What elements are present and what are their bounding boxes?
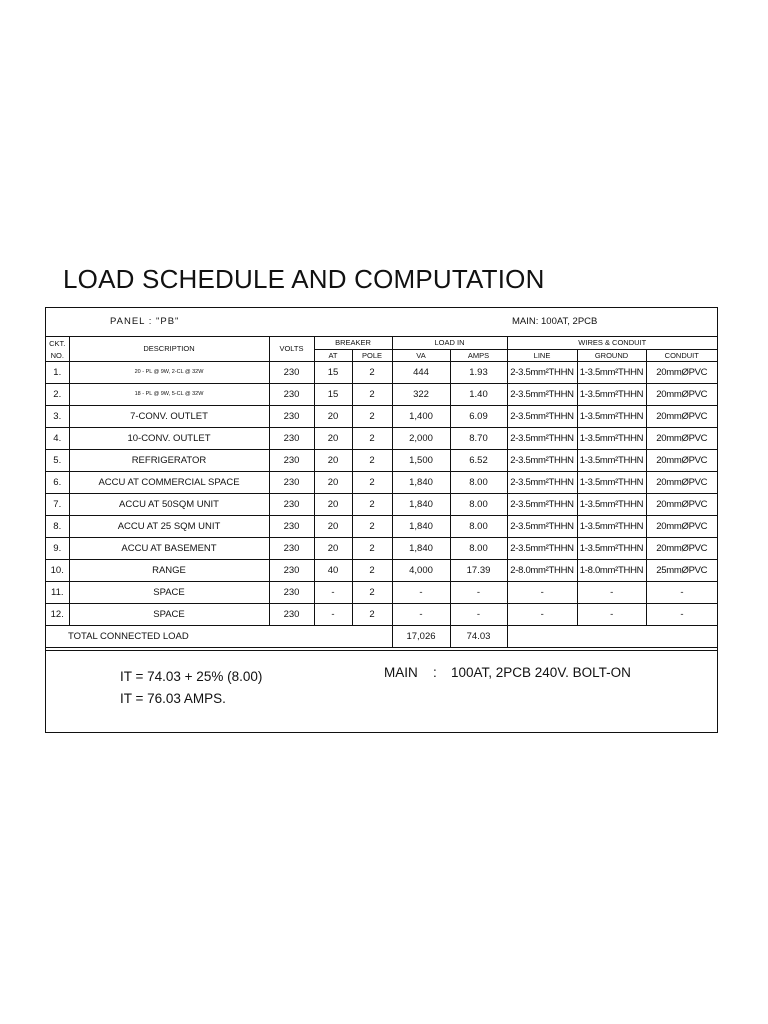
cell-ckt-no: 9. [46, 538, 69, 560]
cell-amps: 1.93 [450, 362, 507, 384]
cell-breaker-pole: 2 [352, 450, 392, 472]
cell-conduit: 20mmØPVC [646, 384, 717, 406]
cell-volts: 230 [269, 516, 314, 538]
cell-conduit: 20mmØPVC [646, 406, 717, 428]
header-conduit: CONDUIT [646, 350, 717, 362]
panel-name: PANEL : "PB" [46, 308, 507, 337]
cell-description: REFRIGERATOR [69, 450, 269, 472]
cell-ckt-no: 6. [46, 472, 69, 494]
computation-divider [46, 650, 717, 651]
cell-conduit: 20mmØPVC [646, 428, 717, 450]
header-va: VA [392, 350, 450, 362]
cell-breaker-pole: 2 [352, 428, 392, 450]
cell-line: 2-3.5mm²THHN [507, 494, 577, 516]
panel-header-row [46, 308, 717, 337]
cell-conduit: 20mmØPVC [646, 516, 717, 538]
table-row [46, 450, 717, 472]
cell-description: 7-CONV. OUTLET [69, 406, 269, 428]
cell-amps: 8.00 [450, 472, 507, 494]
main-rating: MAIN: 100AT, 2PCB [507, 308, 717, 337]
table-row [46, 604, 717, 626]
header-amps: AMPS [450, 350, 507, 362]
cell-va: 1,840 [392, 494, 450, 516]
header-ground: GROUND [577, 350, 646, 362]
cell-ground: - [577, 604, 646, 626]
cell-description: ACCU AT COMMERCIAL SPACE [69, 472, 269, 494]
cell-va: 1,840 [392, 538, 450, 560]
cell-ckt-no: 11. [46, 582, 69, 604]
total-row [46, 626, 717, 648]
header-load-in: LOAD IN [392, 337, 507, 350]
cell-line: 2-3.5mm²THHN [507, 516, 577, 538]
header-line: LINE [507, 350, 577, 362]
cell-volts: 230 [269, 384, 314, 406]
cell-breaker-pole: 2 [352, 538, 392, 560]
load-schedule-sheet [45, 307, 718, 733]
total-amps: 74.03 [450, 626, 507, 648]
cell-ground: 1-3.5mm²THHN [577, 384, 646, 406]
cell-amps: 6.09 [450, 406, 507, 428]
it-equation: IT = 74.03 + 25% (8.00) [120, 669, 263, 684]
cell-ckt-no: 8. [46, 516, 69, 538]
cell-va: 2,000 [392, 428, 450, 450]
cell-description: ACCU AT BASEMENT [69, 538, 269, 560]
cell-description: RANGE [69, 560, 269, 582]
cell-volts: 230 [269, 406, 314, 428]
header-no: NO. [46, 350, 69, 362]
cell-description: 18 - PL @ 9W, 5-CL @ 32W [69, 384, 269, 406]
cell-line: 2-3.5mm²THHN [507, 450, 577, 472]
header-at: AT [314, 350, 352, 362]
cell-va: 1,500 [392, 450, 450, 472]
cell-va: 444 [392, 362, 450, 384]
cell-amps: - [450, 604, 507, 626]
cell-description: ACCU AT 50SQM UNIT [69, 494, 269, 516]
cell-breaker-pole: 2 [352, 362, 392, 384]
cell-va: 4,000 [392, 560, 450, 582]
cell-breaker-at: 20 [314, 538, 352, 560]
cell-breaker-at: 15 [314, 362, 352, 384]
header-volts: VOLTS [269, 337, 314, 362]
cell-ground: 1-3.5mm²THHN [577, 516, 646, 538]
cell-volts: 230 [269, 538, 314, 560]
cell-ckt-no: 1. [46, 362, 69, 384]
table-row [46, 428, 717, 450]
header-description: DESCRIPTION [69, 337, 269, 362]
main-label: MAIN [384, 665, 418, 680]
table-row [46, 406, 717, 428]
cell-breaker-at: 20 [314, 428, 352, 450]
cell-description: 10-CONV. OUTLET [69, 428, 269, 450]
header-wires-conduit: WIRES & CONDUIT [507, 337, 717, 350]
cell-amps: 1.40 [450, 384, 507, 406]
cell-breaker-pole: 2 [352, 560, 392, 582]
table-row [46, 472, 717, 494]
cell-ckt-no: 10. [46, 560, 69, 582]
cell-ground: 1-3.5mm²THHN [577, 450, 646, 472]
cell-ckt-no: 3. [46, 406, 69, 428]
cell-conduit: - [646, 604, 717, 626]
cell-line: 2-3.5mm²THHN [507, 428, 577, 450]
cell-volts: 230 [269, 450, 314, 472]
total-va: 17,026 [392, 626, 450, 648]
cell-breaker-pole: 2 [352, 494, 392, 516]
table-row [46, 582, 717, 604]
cell-amps: 8.70 [450, 428, 507, 450]
cell-ckt-no: 12. [46, 604, 69, 626]
cell-conduit: 25mmØPVC [646, 560, 717, 582]
load-schedule-table [46, 308, 717, 648]
header-breaker: BREAKER [314, 337, 392, 350]
header-pole: POLE [352, 350, 392, 362]
cell-breaker-at: 20 [314, 516, 352, 538]
cell-ground: 1-3.5mm²THHN [577, 428, 646, 450]
table-row [46, 494, 717, 516]
cell-ground: 1-3.5mm²THHN [577, 494, 646, 516]
table-row [46, 560, 717, 582]
cell-amps: 6.52 [450, 450, 507, 472]
cell-line: - [507, 582, 577, 604]
cell-volts: 230 [269, 582, 314, 604]
table-row [46, 516, 717, 538]
cell-line: 2-3.5mm²THHN [507, 472, 577, 494]
cell-amps: 8.00 [450, 516, 507, 538]
page-title: LOAD SCHEDULE AND COMPUTATION [63, 264, 545, 294]
cell-breaker-at: - [314, 582, 352, 604]
cell-breaker-pole: 2 [352, 516, 392, 538]
cell-va: 1,400 [392, 406, 450, 428]
main-breaker-spec: 100AT, 2PCB 240V. BOLT-ON [451, 665, 631, 680]
cell-description: ACCU AT 25 SQM UNIT [69, 516, 269, 538]
cell-breaker-pole: 2 [352, 472, 392, 494]
cell-va: - [392, 582, 450, 604]
cell-ground: 1-3.5mm²THHN [577, 538, 646, 560]
cell-va: - [392, 604, 450, 626]
cell-breaker-at: 20 [314, 494, 352, 516]
cell-conduit: 20mmØPVC [646, 494, 717, 516]
cell-line: 2-3.5mm²THHN [507, 362, 577, 384]
table-row [46, 362, 717, 384]
cell-line: 2-8.0mm²THHN [507, 560, 577, 582]
cell-amps: - [450, 582, 507, 604]
cell-amps: 8.00 [450, 538, 507, 560]
cell-volts: 230 [269, 604, 314, 626]
cell-volts: 230 [269, 362, 314, 384]
table-row [46, 384, 717, 406]
total-label: TOTAL CONNECTED LOAD [46, 626, 392, 648]
cell-breaker-at: 20 [314, 472, 352, 494]
cell-breaker-at: 15 [314, 384, 352, 406]
cell-line: 2-3.5mm²THHN [507, 406, 577, 428]
cell-va: 1,840 [392, 472, 450, 494]
cell-description: 20 - PL @ 9W, 2-CL @ 32W [69, 362, 269, 384]
cell-line: 2-3.5mm²THHN [507, 384, 577, 406]
cell-breaker-pole: 2 [352, 604, 392, 626]
cell-breaker-at: 20 [314, 450, 352, 472]
column-header-row-1 [46, 337, 717, 350]
cell-ckt-no: 7. [46, 494, 69, 516]
cell-conduit: 20mmØPVC [646, 362, 717, 384]
header-ckt: CKT. [46, 337, 69, 350]
cell-conduit: 20mmØPVC [646, 538, 717, 560]
cell-breaker-pole: 2 [352, 406, 392, 428]
main-colon: : [433, 665, 437, 680]
cell-description: SPACE [69, 604, 269, 626]
cell-va: 322 [392, 384, 450, 406]
cell-conduit: - [646, 582, 717, 604]
cell-breaker-pole: 2 [352, 582, 392, 604]
cell-volts: 230 [269, 494, 314, 516]
cell-ground: 1-8.0mm²THHN [577, 560, 646, 582]
total-blank [507, 626, 717, 648]
table-row [46, 538, 717, 560]
cell-ground: 1-3.5mm²THHN [577, 406, 646, 428]
cell-va: 1,840 [392, 516, 450, 538]
cell-volts: 230 [269, 560, 314, 582]
cell-line: 2-3.5mm²THHN [507, 538, 577, 560]
cell-line: - [507, 604, 577, 626]
cell-ckt-no: 5. [46, 450, 69, 472]
cell-ground: - [577, 582, 646, 604]
it-result: IT = 76.03 AMPS. [120, 691, 226, 706]
cell-volts: 230 [269, 472, 314, 494]
cell-ckt-no: 4. [46, 428, 69, 450]
cell-breaker-at: - [314, 604, 352, 626]
cell-ckt-no: 2. [46, 384, 69, 406]
cell-breaker-pole: 2 [352, 384, 392, 406]
cell-volts: 230 [269, 428, 314, 450]
cell-conduit: 20mmØPVC [646, 472, 717, 494]
cell-conduit: 20mmØPVC [646, 450, 717, 472]
cell-breaker-at: 40 [314, 560, 352, 582]
cell-ground: 1-3.5mm²THHN [577, 472, 646, 494]
cell-description: SPACE [69, 582, 269, 604]
cell-ground: 1-3.5mm²THHN [577, 362, 646, 384]
cell-amps: 17.39 [450, 560, 507, 582]
cell-breaker-at: 20 [314, 406, 352, 428]
cell-amps: 8.00 [450, 494, 507, 516]
